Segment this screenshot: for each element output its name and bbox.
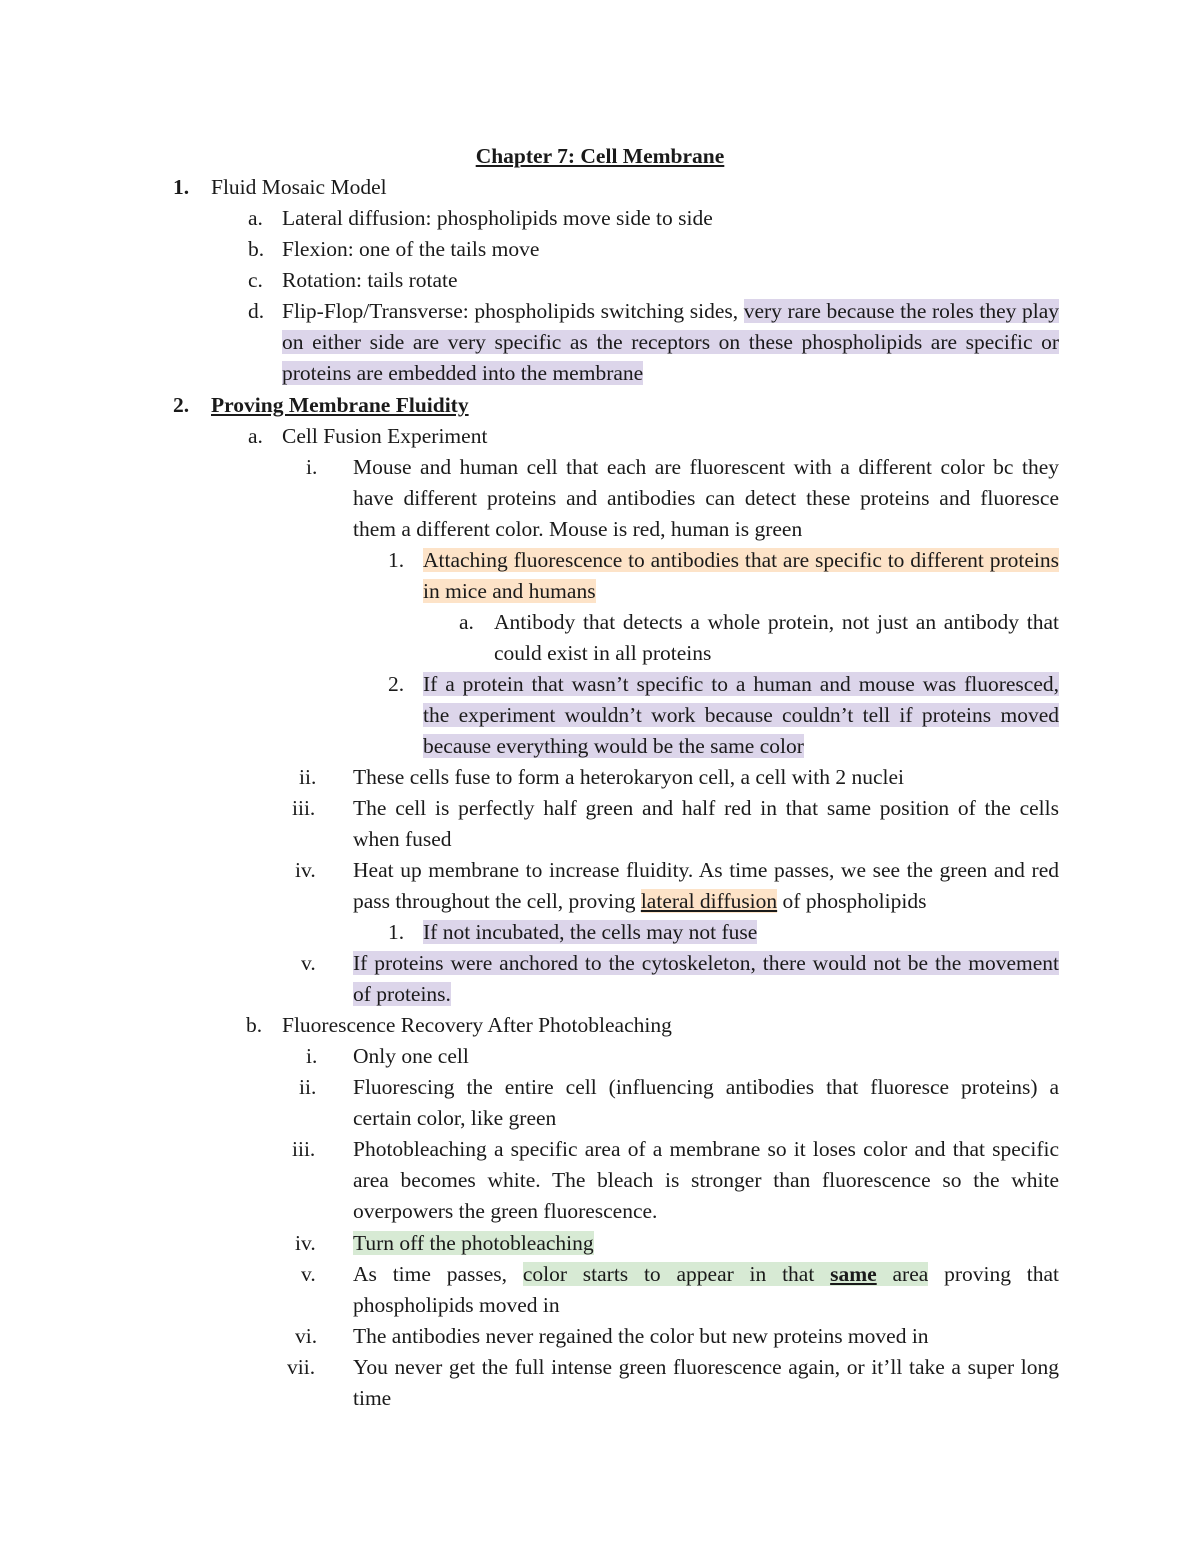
list-item	[0, 265, 1200, 296]
list-item	[0, 234, 1200, 265]
list-item-text: Flexion: one of the tails move	[282, 237, 540, 261]
list-item-text: Heat up membrane to increase fluidity. As time passes, we see the green and red pass throughout the cell, proving lateral diffusion of phospholipids	[353, 858, 1059, 913]
list-item	[0, 390, 1200, 421]
list-item	[0, 545, 1200, 603]
list-item-text: Photobleaching a specific area of a membrane so it loses color and that specific area becomes white. The bleach is stronger than fluorescence so the white overpowers the green fluorescence.	[353, 1137, 1059, 1223]
highlighted-text: If a protein that wasn’t specific to a human and mouse was fluoresced, the experiment wouldn’t work because couldn’t tell if proteins moved because everything would be the same color	[423, 672, 1059, 758]
list-item	[0, 172, 1200, 203]
list-item-text: Fluorescing the entire cell (influencing antibodies that fluoresce proteins) a certain color, like green	[353, 1075, 1059, 1130]
list-marker: b.	[248, 237, 265, 261]
list-item	[0, 421, 1200, 452]
list-marker: d.	[248, 299, 265, 323]
list-item	[0, 1134, 1200, 1223]
list-marker: v.	[301, 951, 316, 975]
list-item-text: Mouse and human cell that each are fluorescent with a different color bc they have different proteins and antibodies can detect these proteins and fluoresce them a different color. Mouse is red, human is green	[353, 455, 1059, 541]
list-marker: vii.	[287, 1355, 316, 1379]
list-marker: iv.	[295, 1231, 316, 1255]
list-item-text: Only one cell	[353, 1044, 469, 1068]
list-marker: b.	[246, 1013, 263, 1037]
list-marker: vi.	[295, 1324, 318, 1348]
page-title: Chapter 7: Cell Membrane	[475, 144, 725, 168]
list-marker: iii.	[292, 1137, 316, 1161]
list-item	[0, 855, 1200, 913]
list-item-text: Antibody that detects a whole protein, not just an antibody that could exist in all proteins	[494, 610, 1059, 665]
list-item-text	[353, 1228, 1059, 1259]
list-marker: ii.	[299, 765, 317, 789]
list-item	[0, 1072, 1200, 1130]
list-item	[0, 762, 1200, 793]
section-heading: Proving Membrane Fluidity	[211, 393, 469, 417]
list-number: 2.	[173, 393, 190, 417]
list-item-text: These cells fuse to form a heterokaryon cell, a cell with 2 nuclei	[353, 765, 905, 789]
highlighted-text: If not incubated, the cells may not fuse	[423, 920, 758, 944]
highlighted-text: lateral diffusion	[640, 889, 778, 913]
list-marker: a.	[248, 424, 263, 448]
list-item	[0, 917, 1200, 948]
list-marker: a.	[248, 206, 263, 230]
list-marker: i.	[306, 455, 318, 479]
list-item	[0, 1352, 1200, 1410]
list-item-text: The cell is perfectly half green and half red in that same position of the cells when fused	[353, 796, 1059, 851]
emphasized-text: same	[830, 1262, 877, 1286]
list-marker: i.	[306, 1044, 318, 1068]
highlighted-text: If proteins were anchored to the cytoskeleton, there would not be the movement of proteins.	[353, 951, 1059, 1006]
list-marker: a.	[459, 610, 474, 634]
list-item-text: Flip-Flop/Transverse: phospholipids switching sides, very rare because the roles they play on either side are very specific as the receptors on these phospholipids are specific or proteins are embedded into the membrane	[282, 299, 1059, 385]
list-item-text: Rotation: tails rotate	[282, 268, 458, 292]
highlighted-text: Turn off the photobleaching	[353, 1231, 594, 1255]
list-item-text	[423, 669, 1059, 762]
list-item-text: Cell Fusion Experiment	[282, 424, 488, 448]
list-marker: 1.	[388, 548, 405, 572]
list-marker: v.	[301, 1262, 316, 1286]
list-item	[0, 1041, 1200, 1072]
list-item-text: Lateral diffusion: phospholipids move side to side	[282, 206, 713, 230]
highlighted-text: Attaching fluorescence to antibodies that are specific to different proteins in mice and humans	[423, 548, 1059, 603]
list-item	[0, 296, 1200, 385]
list-item	[0, 1259, 1200, 1317]
highlighted-text: very rare because the roles they play on either side are very specific as the receptors on these phospholipids are specific or proteins are embedded into the membrane	[282, 299, 1059, 385]
list-item	[0, 669, 1200, 758]
list-item	[0, 793, 1200, 851]
list-marker: c.	[248, 268, 263, 292]
list-item	[0, 948, 1200, 1006]
list-marker: 2.	[388, 672, 405, 696]
list-item-text	[423, 917, 1059, 948]
list-item-text: You never get the full intense green fluorescence again, or it’ll take a super long time	[353, 1355, 1059, 1410]
list-item	[0, 607, 1200, 665]
list-marker: 1.	[388, 920, 405, 944]
list-marker: iv.	[295, 858, 316, 882]
list-item-text	[353, 948, 1059, 1010]
list-item-text: Fluorescence Recovery After Photobleaching	[282, 1013, 672, 1037]
list-item-text: Fluid Mosaic Model	[211, 175, 387, 199]
list-item-text: As time passes, color starts to appear in that same area proving that phospholipids moved in	[353, 1262, 1060, 1317]
list-item	[0, 1321, 1200, 1352]
list-item	[0, 452, 1200, 541]
list-item-text: The antibodies never regained the color but new proteins moved in	[353, 1324, 929, 1348]
list-item	[0, 1010, 1200, 1041]
list-marker: iii.	[292, 796, 316, 820]
highlighted-text: color starts to appear in that same area	[522, 1262, 929, 1286]
list-marker: ii.	[299, 1075, 317, 1099]
list-item	[0, 203, 1200, 234]
list-number: 1.	[173, 175, 190, 199]
list-item-text	[423, 545, 1059, 607]
list-item	[0, 1228, 1200, 1259]
